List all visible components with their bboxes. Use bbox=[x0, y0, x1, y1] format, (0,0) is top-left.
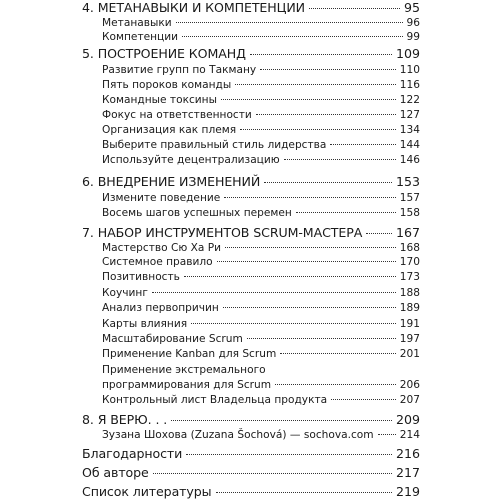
toc-entry-title: Мастерство Сю Ха Ри bbox=[102, 242, 222, 254]
dot-leader bbox=[223, 307, 396, 308]
toc-entry-page-number: 168 bbox=[399, 242, 420, 254]
dot-leader bbox=[331, 399, 396, 400]
toc-entry-title: Развитие групп по Такману bbox=[102, 64, 257, 76]
dot-leader bbox=[221, 99, 396, 100]
toc-entry-title: Пять пороков команды bbox=[102, 79, 232, 91]
dot-leader bbox=[309, 8, 400, 9]
toc-entry-title: Фокус на ответственности bbox=[102, 109, 252, 121]
toc-entry-page-number: 189 bbox=[399, 302, 420, 314]
toc-entry-page-number: 207 bbox=[399, 394, 420, 406]
toc-entry-title: 4. МЕТАНАВЫКИ И КОМПЕТЕНЦИИ bbox=[82, 0, 305, 15]
toc-chapter-entry bbox=[82, 225, 420, 240]
toc-entry-title: Восемь шагов успешных перемен bbox=[102, 207, 292, 219]
toc-chapter-entry bbox=[82, 484, 420, 499]
toc-entry-page-number: 134 bbox=[399, 124, 420, 136]
toc-entry-title: 6. ВНЕДРЕНИЕ ИЗМЕНЕНИЙ bbox=[82, 174, 261, 189]
toc-entry-title: Применение экстремального bbox=[102, 364, 266, 376]
toc-section-entry bbox=[82, 139, 420, 151]
toc-entry-title: 5. ПОСТРОЕНИЕ КОМАНД bbox=[82, 46, 246, 61]
toc-entry-page-number: 188 bbox=[399, 287, 420, 299]
toc-section-entry bbox=[82, 192, 420, 204]
toc-section-entry bbox=[82, 364, 420, 376]
toc-section-entry bbox=[82, 109, 420, 121]
dot-leader bbox=[260, 69, 396, 70]
toc-entry-page-number: 209 bbox=[395, 412, 420, 427]
toc-entry-title: Системное правило bbox=[102, 256, 213, 268]
dot-leader bbox=[330, 144, 395, 145]
toc-entry-page-number: 173 bbox=[399, 271, 420, 283]
toc-section-entry bbox=[82, 17, 420, 29]
toc-section-entry bbox=[82, 302, 420, 314]
toc-entry-title: программирования для Scrum bbox=[102, 379, 272, 391]
dot-leader bbox=[296, 212, 396, 213]
toc-entry-page-number: 201 bbox=[399, 348, 420, 360]
dot-leader bbox=[182, 36, 402, 37]
toc-entry-page-number: 170 bbox=[399, 256, 420, 268]
toc-entry-title: Контрольный лист Владельца продукта bbox=[102, 394, 328, 406]
toc-entry-title: Коучинг bbox=[102, 287, 148, 299]
toc-chapter-entry bbox=[82, 465, 420, 480]
toc-entry-title: Благодарности bbox=[82, 446, 183, 461]
toc-entry-page-number: 127 bbox=[399, 109, 420, 121]
toc-entry-title: Анализ первопричин bbox=[102, 302, 219, 314]
toc-entry-title: 7. НАБОР ИНСТРУМЕНТОВ SCRUM-МАСТЕРА bbox=[82, 225, 363, 240]
toc-entry-title: Позитивность bbox=[102, 271, 180, 283]
toc-entry-page-number: 116 bbox=[399, 79, 420, 91]
toc-entry-page-number: 146 bbox=[399, 154, 420, 166]
dot-leader bbox=[224, 197, 395, 198]
toc-entry-title: Выберите правильный стиль лидерства bbox=[102, 139, 327, 151]
toc-chapter-entry bbox=[82, 0, 420, 15]
dot-leader bbox=[225, 247, 396, 248]
toc-entry-title: 8. Я ВЕРЮ. . . bbox=[82, 412, 168, 427]
toc-entry-title: Список литературы bbox=[82, 484, 212, 499]
dot-leader bbox=[256, 114, 396, 115]
toc-entry-title: Масштабирование Scrum bbox=[102, 333, 243, 345]
toc-entry-page-number: 153 bbox=[395, 174, 420, 189]
toc-entry-page-number: 219 bbox=[395, 484, 420, 499]
dot-leader bbox=[153, 473, 392, 474]
dot-leader bbox=[247, 338, 396, 339]
toc-entry-title: Метанавыки bbox=[102, 17, 172, 29]
dot-leader bbox=[378, 434, 396, 435]
toc-entry-title: Применение Kanban для Scrum bbox=[102, 348, 277, 360]
toc-entry-page-number: 109 bbox=[395, 46, 420, 61]
toc-section-entry bbox=[82, 348, 420, 360]
toc-entry-title: Зузана Шохова (Zuzana Šochová) — sochova.com bbox=[102, 429, 374, 441]
toc-section-entry bbox=[82, 31, 420, 43]
toc-section-entry bbox=[82, 94, 420, 106]
dot-leader bbox=[250, 54, 392, 55]
dot-leader bbox=[275, 384, 396, 385]
dot-leader bbox=[176, 22, 403, 23]
toc-entry-page-number: 214 bbox=[399, 429, 420, 441]
toc-section-entry bbox=[82, 79, 420, 91]
dot-leader bbox=[171, 420, 392, 421]
toc-entry-page-number: 122 bbox=[399, 94, 420, 106]
toc-section-entry bbox=[82, 333, 420, 345]
toc-entry-page-number: 110 bbox=[399, 64, 420, 76]
toc-section-entry bbox=[82, 207, 420, 219]
toc-section-entry bbox=[82, 242, 420, 254]
dot-leader bbox=[186, 454, 392, 455]
toc-section-entry bbox=[82, 271, 420, 283]
toc-entry-page-number: 206 bbox=[399, 379, 420, 391]
dot-leader bbox=[264, 182, 392, 183]
toc-chapter-entry bbox=[82, 174, 420, 189]
toc-entry-title: Используйте децентрализацию bbox=[102, 154, 280, 166]
toc-section-entry bbox=[82, 394, 420, 406]
toc-section-entry bbox=[82, 256, 420, 268]
toc-section-entry bbox=[82, 318, 420, 330]
toc-entry-page-number: 217 bbox=[395, 465, 420, 480]
toc-entry-page-number: 216 bbox=[395, 446, 420, 461]
toc-entry-title: Компетенции bbox=[102, 31, 179, 43]
toc-section-entry bbox=[82, 154, 420, 166]
dot-leader bbox=[284, 159, 396, 160]
toc-entry-page-number: 99 bbox=[406, 31, 420, 43]
dot-leader bbox=[240, 129, 396, 130]
dot-leader bbox=[184, 276, 396, 277]
toc-chapter-entry bbox=[82, 46, 420, 61]
toc-entry-page-number: 167 bbox=[395, 225, 420, 240]
toc-entry-page-number: 96 bbox=[406, 17, 420, 29]
dot-leader bbox=[235, 84, 396, 85]
toc-section-entry bbox=[82, 124, 420, 136]
toc-section-entry bbox=[82, 429, 420, 441]
toc-entry-title: Об авторе bbox=[82, 465, 149, 480]
toc-entry-page-number: 144 bbox=[399, 139, 420, 151]
toc-entry-title: Организация как племя bbox=[102, 124, 237, 136]
toc-entry-page-number: 95 bbox=[403, 0, 420, 15]
dot-leader bbox=[216, 492, 392, 493]
dot-leader bbox=[366, 233, 392, 234]
dot-leader bbox=[152, 292, 396, 293]
toc-entry-title: Командные токсины bbox=[102, 94, 217, 106]
dot-leader bbox=[191, 323, 396, 324]
toc-entry-title: Карты влияния bbox=[102, 318, 188, 330]
dot-leader bbox=[217, 261, 396, 262]
toc-entry-page-number: 157 bbox=[399, 192, 420, 204]
toc-entry-page-number: 191 bbox=[399, 318, 420, 330]
toc-entry-title: Измените поведение bbox=[102, 192, 221, 204]
toc-chapter-entry bbox=[82, 412, 420, 427]
dot-leader bbox=[280, 353, 396, 354]
toc-entry-page-number: 197 bbox=[399, 333, 420, 345]
toc-entry-page-number: 158 bbox=[399, 207, 420, 219]
toc-section-entry bbox=[82, 64, 420, 76]
toc-chapter-entry bbox=[82, 446, 420, 461]
toc-section-entry bbox=[82, 287, 420, 299]
toc-section-entry bbox=[82, 379, 420, 391]
